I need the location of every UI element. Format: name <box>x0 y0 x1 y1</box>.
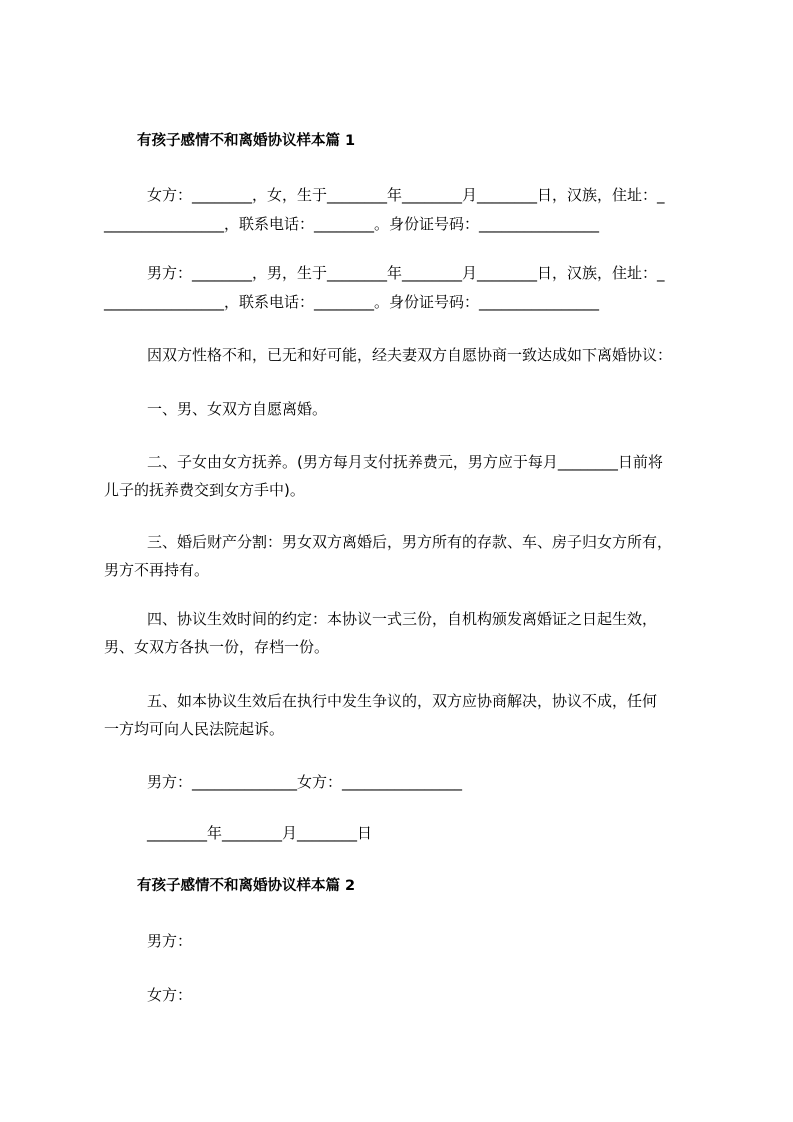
clause-5-line2: 一方均可向人民法院起诉。 <box>104 720 285 738</box>
section2-title: 有孩子感情不和离婚协议样本篇 2 <box>137 878 356 894</box>
clause-4-line2: 男、女双方各执一份，存档一份。 <box>104 638 330 656</box>
woman-info-line1: 女方：________，女，生于________年________月________日，汉族，住址：_ <box>147 186 665 204</box>
section1-title: 有孩子感情不和离婚协议样本篇 1 <box>137 133 356 149</box>
clause-3-line1: 三、婚后财产分割：男女双方离婚后，男方所有的存款、车、房子归女方所有， <box>147 533 673 551</box>
clause-4-line1: 四、协议生效时间的约定：本协议一式三份，自机构颁发离婚证之日起生效， <box>147 610 658 628</box>
clause-2-line1: 二、子女由女方抚养。(男方每月支付抚养费元，男方应于每月________日前将 <box>147 453 663 471</box>
clause-2-line2: 儿子的抚养费交到女方手中)。 <box>104 481 305 499</box>
woman-info-line2: ________________，联系电话：________。身份证号码：________________ <box>104 215 600 233</box>
intro-paragraph: 因双方性格不和，已无和好可能，经夫妻双方自愿协商一致达成如下离婚协议： <box>147 346 673 364</box>
clause-5-line1: 五、如本协议生效后在执行中发生争议的，双方应协商解决，协议不成，任何 <box>147 692 658 710</box>
section2-man-label: 男方： <box>147 932 193 950</box>
clause-1: 一、男、女双方自愿离婚。 <box>147 400 328 418</box>
date-line: ________年________月________日 <box>147 824 373 842</box>
man-info-line2: ________________，联系电话：________。身份证号码：________________ <box>104 293 600 311</box>
man-info-line1: 男方：________，男，生于________年________月________日，汉族，住址：_ <box>147 264 665 282</box>
section2-woman-label: 女方： <box>147 986 193 1004</box>
clause-3-line2: 男方不再持有。 <box>104 561 210 579</box>
signature-line: 男方：______________女方：________________ <box>147 773 463 791</box>
